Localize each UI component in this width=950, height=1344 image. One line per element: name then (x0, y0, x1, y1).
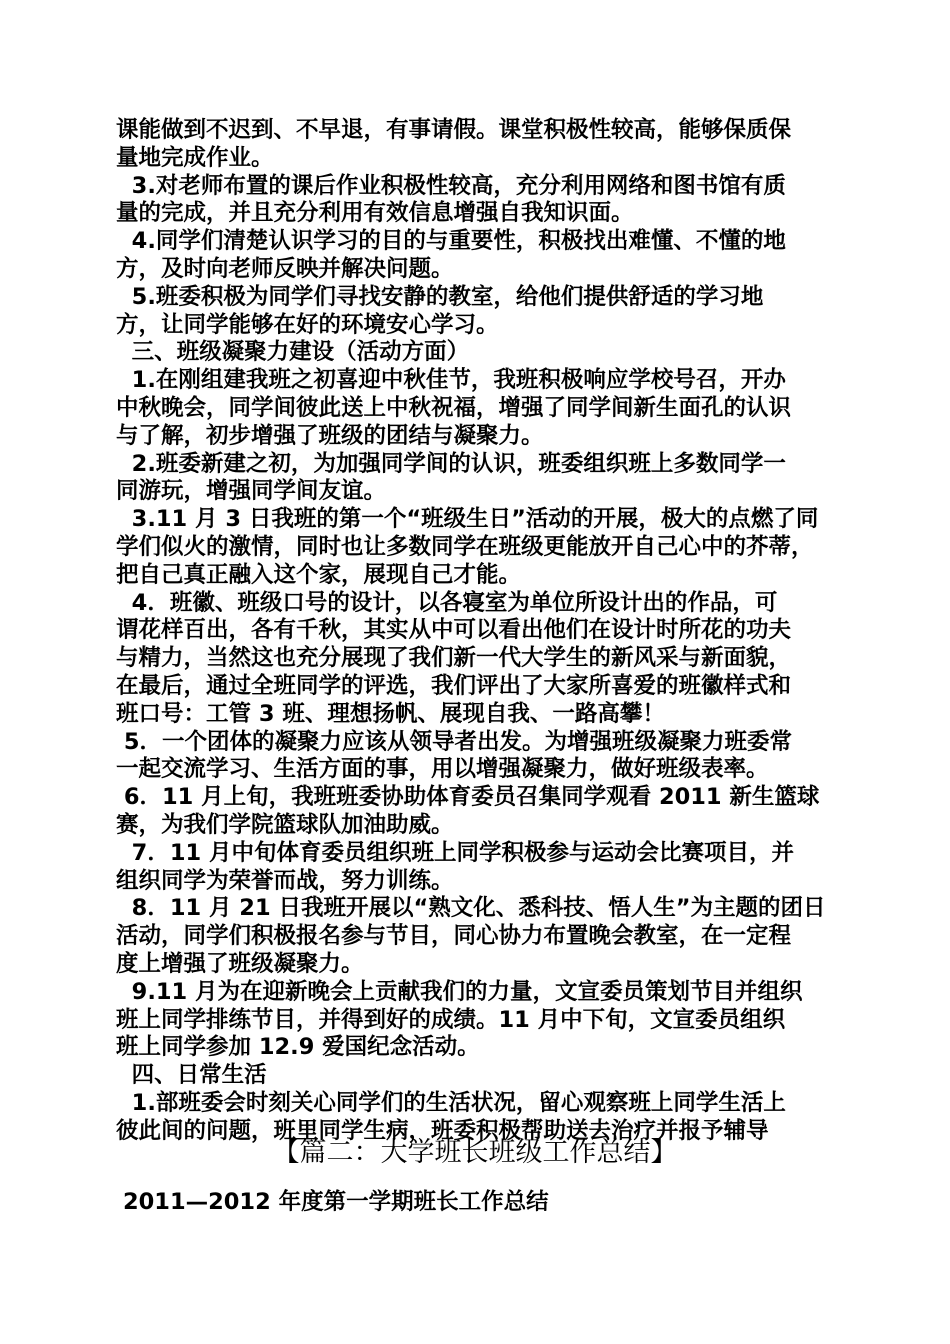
text-line: 方，及时向老师反映并解决问题。 (116, 255, 454, 282)
text-line: 9.11 月为在迎新晚会上贡献我们的力量，文宣委员策划节目并组织 (116, 978, 803, 1005)
text-line: 同游玩，增强同学间友谊。 (116, 478, 387, 505)
text-line: 学们似火的激情，同时也让多数同学在班级更能放开自己心中的芥蒂， (116, 533, 814, 560)
text-line: 5.班委积极为同学们寻找安静的教室，给他们提供舒适的学习地 (116, 283, 764, 310)
text-line: 三、班级凝聚力建设（活动方面） (116, 339, 470, 366)
text-line: 彼此间的问题，班里同学生病，班委积极帮助送去治疗并报予辅导 (116, 1117, 769, 1144)
text-line: 2.班委新建之初，为加强同学间的认识，班委组织班上多数同学一 (116, 450, 786, 477)
text-line: 与精力，当然这也充分展现了我们新一代大学生的新风采与新面貌， (116, 645, 792, 672)
text-line: 7．11 月中旬体育委员组织班上同学积极参与运动会比赛项目，并 (116, 839, 794, 866)
text-line: 4．班徽、班级口号的设计，以各寝室为单位所设计出的作品，可 (116, 589, 778, 616)
text-line: 量地完成作业。 (116, 144, 274, 171)
text-line: 8．11 月 21 日我班开展以“熟文化、悉科技、悟人生”为主题的团日 (116, 895, 826, 922)
text-line: 班口号：工管 3 班、理想扬帆、展现自我、一路高攀！ (116, 700, 665, 727)
text-line: 3.11 月 3 日我班的第一个“班级生日”活动的开展，极大的点燃了同 (116, 506, 819, 533)
text-line: 6．11 月上旬，我班班委协助体育委员召集同学观看 2011 新生篮球 (116, 784, 820, 811)
text-line: 把自己真正融入这个家，展现自己才能。 (116, 561, 522, 588)
text-line: 量的完成，并且充分利用有效信息增强自我知识面。 (116, 200, 634, 227)
document-subtitle: 2011—2012 年度第一学期班长工作总结 (123, 1189, 549, 1215)
text-line: 方，让同学能够在好的环境安心学习。 (116, 311, 499, 338)
document-body (116, 117, 842, 1145)
text-line: 4.同学们清楚认识学习的目的与重要性，积极找出难懂、不懂的地 (116, 228, 786, 255)
text-line: 班上同学参加 12.9 爱国纪念活动。 (116, 1034, 480, 1061)
text-line: 在最后，通过全班同学的评选，我们评出了大家所喜爱的班徽样式和 (116, 672, 792, 699)
text-line: 课能做到不迟到、不早退，有事请假。课堂积极性较高，能够保质保 (116, 117, 792, 143)
text-line: 一起交流学习、生活方面的事，用以增强凝聚力，做好班级表率。 (116, 756, 769, 783)
text-line: 1.部班委会时刻关心同学们的生活状况，留心观察班上同学生活上 (116, 1089, 786, 1116)
text-line: 度上增强了班级凝聚力。 (116, 950, 364, 977)
text-line: 赛，为我们学院篮球队加油助威。 (116, 811, 454, 838)
text-line: 3.对老师布置的课后作业积极性较高，充分利用网络和图书馆有质 (116, 172, 786, 199)
text-line: 活动，同学们积极报名参与节目，同心协力布置晚会教室，在一定程 (116, 923, 792, 950)
section-title: 【篇二：大学班长班级工作总结】 (272, 1137, 678, 1168)
text-line: 1.在刚组建我班之初喜迎中秋佳节，我班积极响应学校号召，开办 (116, 367, 786, 394)
text-line: 中秋晚会，同学间彼此送上中秋祝福，增强了同学间新生面孔的认识 (116, 394, 792, 421)
text-line: 班上同学排练节目，并得到好的成绩。11 月中下旬，文宣委员组织 (116, 1006, 786, 1033)
text-line: 与了解，初步增强了班级的团结与凝聚力。 (116, 422, 544, 449)
text-line: 5．一个团体的凝聚力应该从领导者出发。为增强班级凝聚力班委常 (116, 728, 792, 755)
text-line: 组织同学为荣誉而战，努力训练。 (116, 867, 454, 894)
text-line: 谓花样百出，各有千秋，其实从中可以看出他们在设计时所花的功夫 (116, 617, 792, 644)
text-line: 四、日常生活 (116, 1062, 267, 1089)
